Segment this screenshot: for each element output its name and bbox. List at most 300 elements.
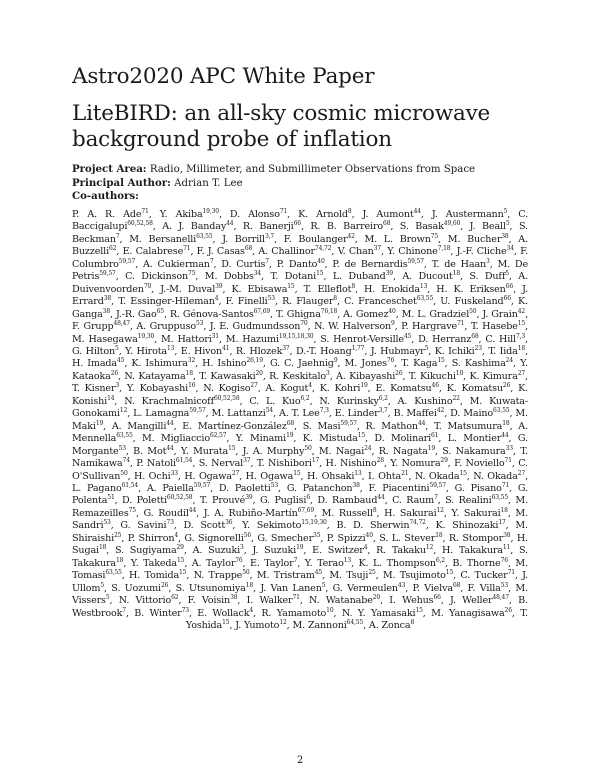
author-affiliation: 68 xyxy=(286,419,295,427)
author-affiliation: 19,30 xyxy=(137,332,155,340)
paper-title: LiteBIRD: an all-sky cosmic microwave background probe of inflation xyxy=(72,101,491,152)
author-name: K. Kohri xyxy=(319,383,361,395)
author-name: T. Yoshida xyxy=(185,607,528,631)
author-affiliation: 13 xyxy=(343,556,352,564)
author-entry xyxy=(112,421,174,432)
author-affiliation: 73 xyxy=(181,606,189,614)
author-name: M. Bersanelli xyxy=(129,233,197,245)
author-affiliation: 9 xyxy=(333,357,338,365)
author-name: R. Banerji xyxy=(242,221,294,233)
author-name: H. Sakurai xyxy=(384,507,437,519)
principal-author-line xyxy=(72,177,542,191)
author-affiliation: 12 xyxy=(279,618,287,626)
author-entry xyxy=(257,458,319,469)
author-affiliation: 38 xyxy=(103,295,112,303)
author-affiliation: 54 xyxy=(265,407,274,415)
author-affiliation: 33 xyxy=(170,469,178,477)
author-affiliation: 26 xyxy=(160,581,169,589)
author-entry xyxy=(320,383,368,394)
author-entry xyxy=(450,595,509,606)
author-affiliation: 62 xyxy=(109,245,117,253)
author-name: C. L. Kuo xyxy=(249,395,301,407)
author-entry xyxy=(400,221,460,232)
author-name: I. Walker xyxy=(246,595,293,607)
author-name: A. Gruppuso xyxy=(136,321,196,333)
author-affiliation: 28 xyxy=(376,457,384,465)
author-affiliation: 53 xyxy=(103,519,111,527)
author-entry xyxy=(197,246,253,257)
author-affiliation: 43 xyxy=(397,581,406,589)
author-affiliation: 59,57 xyxy=(99,270,116,278)
author-affiliation: 19,30 xyxy=(202,208,219,215)
author-affiliation: 45 xyxy=(314,569,323,577)
author-entry xyxy=(303,421,357,432)
author-affiliation: 6,2 xyxy=(435,556,445,564)
author-name: M. Vissers xyxy=(72,582,528,607)
author-name: K. Ichiki xyxy=(434,345,475,357)
author-affiliation: 62,57 xyxy=(209,432,227,440)
author-name: T. de Haan xyxy=(431,258,487,270)
author-affiliation: 7,3 xyxy=(319,407,329,415)
author-affiliation: 12 xyxy=(436,506,444,514)
author-affiliation: 10 xyxy=(455,369,464,377)
author-affiliation: 42 xyxy=(436,407,445,415)
author-name: Y. Nomura xyxy=(390,458,441,470)
author-affiliation: 21 xyxy=(401,469,409,477)
author-affiliation: 18 xyxy=(517,344,526,352)
author-entry xyxy=(136,458,192,469)
author-entry xyxy=(170,309,270,320)
author-name: G. Polenta xyxy=(72,482,528,507)
author-entry xyxy=(303,433,365,444)
author-affiliation: 5 xyxy=(105,594,110,602)
author-entry xyxy=(319,446,372,457)
author-entry xyxy=(364,284,427,295)
author-entry xyxy=(322,508,377,519)
author-affiliation: 18 xyxy=(185,369,193,377)
author-entry xyxy=(390,458,447,469)
author-entry xyxy=(471,321,525,332)
author-affiliation: 4 xyxy=(249,606,254,614)
author-name: Y. Takeda xyxy=(130,557,177,569)
author-affiliation: 24 xyxy=(364,444,372,452)
author-name: M. Tristram xyxy=(256,570,315,582)
author-affiliation: 19 xyxy=(286,432,294,440)
author-name: D. Rambaud xyxy=(317,495,378,507)
author-name: T. Prouvé xyxy=(199,495,246,507)
author-affiliation: 64,55 xyxy=(346,618,364,626)
author-name: Y. Minami xyxy=(235,433,287,445)
author-affiliation: 48,47 xyxy=(492,594,509,602)
author-entry xyxy=(72,358,124,369)
author-name: G. Vermeulen xyxy=(332,582,398,594)
author-entry xyxy=(72,334,154,345)
author-entry xyxy=(123,246,191,257)
author-name: L. Lamagna xyxy=(133,408,190,420)
author-name: A. Mennella xyxy=(72,420,528,445)
author-entry xyxy=(398,396,460,407)
author-name: E. Hivon xyxy=(180,345,223,357)
author-affiliation: 7 xyxy=(209,257,214,265)
author-name: M. Shiraishi xyxy=(72,520,528,544)
author-affiliation: 5 xyxy=(505,220,510,228)
author-name: S. L. Stever xyxy=(379,532,436,544)
author-affiliation: 38 xyxy=(230,594,238,602)
author-affiliation: 45 xyxy=(116,357,125,365)
author-name: L. Montier xyxy=(447,433,502,445)
author-entry xyxy=(394,408,445,419)
author-affiliation: 18 xyxy=(245,581,254,589)
author-affiliation: 65 xyxy=(156,307,164,315)
author-name: R. Nagata xyxy=(378,445,428,457)
author-affiliation: 15 xyxy=(316,270,324,278)
author-name: B. Maffei xyxy=(393,408,437,420)
author-entry xyxy=(131,558,185,569)
author-name: J. A. Murphy xyxy=(242,445,305,457)
author-affiliation: 66 xyxy=(503,295,511,303)
author-entry xyxy=(371,346,429,357)
author-entry xyxy=(434,421,510,432)
author-name: A. Zonca xyxy=(368,619,411,631)
author-entry xyxy=(473,471,525,482)
author-affiliation: 5 xyxy=(424,344,429,352)
author-entry xyxy=(336,371,403,382)
author-name: J. Beall xyxy=(469,221,506,233)
principal-author-label: Principal Author: xyxy=(72,176,171,189)
author-name: C. Baccigalupi xyxy=(72,209,528,233)
author-name: Y. Akiba xyxy=(159,209,203,220)
author-affiliation: 6 xyxy=(306,494,310,502)
author-affiliation: 27 xyxy=(250,382,258,390)
author-affiliation: 44 xyxy=(188,506,197,514)
author-name: R. Keskitalo xyxy=(269,370,327,382)
author-affiliation: 3 xyxy=(240,544,244,552)
author-name: F. Noviello xyxy=(454,458,505,470)
author-entry xyxy=(342,608,423,619)
author-entry xyxy=(181,346,230,357)
author-affiliation: 75 xyxy=(128,506,136,514)
author-name: K. Mistuda xyxy=(302,433,358,445)
author-entry xyxy=(460,570,515,581)
author-entry xyxy=(369,483,446,494)
author-affiliation: 50 xyxy=(242,569,250,577)
author-name: R. Yamamoto xyxy=(261,607,327,619)
author-entry xyxy=(181,446,236,457)
author-name: H. Ogawa xyxy=(245,470,294,482)
author-name: M. L. Gradziel xyxy=(401,308,470,320)
author-affiliation: 18 xyxy=(435,531,443,539)
author-name: G. Roudil xyxy=(143,507,189,519)
author-affiliation: 36 xyxy=(225,519,233,527)
author-affiliation: 20 xyxy=(255,369,263,377)
author-affiliation: 38 xyxy=(501,232,509,240)
author-affiliation: 67,69 xyxy=(253,307,271,315)
author-affiliation: 3,7 xyxy=(264,232,275,240)
author-affiliation: 46 xyxy=(431,382,439,390)
author-affiliation: 19,15,18,30 xyxy=(278,332,314,340)
author-entry xyxy=(449,533,511,544)
author-affiliation: 76,18 xyxy=(320,307,338,315)
author-affiliation: 3 xyxy=(486,257,490,265)
author-name: M. Hasegawa xyxy=(72,333,138,345)
author-affiliation: 71 xyxy=(457,320,465,328)
author-entry xyxy=(418,334,478,345)
author-affiliation: 41 xyxy=(222,344,230,352)
author-entry xyxy=(292,620,363,631)
author-entry xyxy=(485,334,525,345)
author-affiliation: 19 xyxy=(427,444,436,452)
author-affiliation: 74 xyxy=(122,457,130,465)
author-name: P. Natoli xyxy=(136,458,176,470)
author-entry xyxy=(470,221,510,232)
author-entry xyxy=(116,309,164,320)
author-name: S. Duff xyxy=(469,271,506,283)
author-affiliation: 29 xyxy=(440,457,448,465)
author-entry xyxy=(401,358,444,369)
author-affiliation: 66 xyxy=(433,594,441,602)
author-name: M. Maki xyxy=(72,408,528,432)
author-name: D. Poletti xyxy=(122,495,167,507)
author-entry xyxy=(257,570,322,581)
author-entry xyxy=(359,558,445,569)
author-entry xyxy=(266,383,312,394)
author-name: A. Kibayashi xyxy=(336,370,396,382)
author-affiliation: 5 xyxy=(115,344,119,352)
author-entry xyxy=(326,458,384,469)
author-name: M. Kuwata-Gonokami xyxy=(72,395,528,420)
author-name: Y. Hirota xyxy=(125,345,167,357)
author-name: M. L. Brown xyxy=(364,233,431,245)
project-area-line xyxy=(72,163,542,177)
author-name: P. A. R. Ade xyxy=(72,209,142,220)
author-entry xyxy=(72,321,130,332)
author-name: H. Ohsaki xyxy=(306,470,355,482)
author-name: S. Henrot-Versille xyxy=(320,333,404,345)
author-affiliation: 7 xyxy=(293,556,298,564)
coauthors-label: Co-authors: xyxy=(72,190,139,203)
author-name: B. Winter xyxy=(134,607,182,619)
author-affiliation: 8 xyxy=(347,208,352,215)
author-entry xyxy=(317,495,384,506)
author-entry xyxy=(442,545,510,556)
author-name: G. Pisano xyxy=(454,482,502,494)
author-entry xyxy=(131,358,195,369)
author-affiliation: 68 xyxy=(452,581,461,589)
author-affiliation: 19 xyxy=(360,382,368,390)
author-entry xyxy=(333,271,393,282)
author-affiliation: 44 xyxy=(226,220,234,228)
author-entry xyxy=(413,583,461,594)
author-affiliation: 76 xyxy=(500,556,508,564)
author-affiliation: 53 xyxy=(195,320,204,328)
author-affiliation: 18 xyxy=(452,270,460,278)
author-name: K. L. Thompson xyxy=(358,557,436,569)
author-name: S. Beckman xyxy=(72,221,528,245)
author-entry xyxy=(125,346,174,357)
author-entry xyxy=(243,221,301,232)
author-name: N. W. Halverson xyxy=(314,321,392,333)
author-name: T. Ghigna xyxy=(275,308,321,320)
author-entry xyxy=(469,371,525,382)
author-entry xyxy=(379,446,435,457)
author-name: N. Kogiso xyxy=(203,383,251,395)
author-affiliation: 33 xyxy=(505,444,513,452)
author-affiliation: 44 xyxy=(166,444,174,452)
author-affiliation: 8 xyxy=(410,618,415,626)
author-affiliation: 13 xyxy=(419,282,428,290)
author-name: S. Realini xyxy=(445,495,492,507)
author-name: K. Shinozaki xyxy=(435,520,499,532)
author-affiliation: 67,69 xyxy=(297,506,315,514)
author-affiliation: 8 xyxy=(372,506,377,514)
author-affiliation: 73 xyxy=(166,519,174,527)
author-entry xyxy=(111,583,168,594)
author-name: P. Vielva xyxy=(412,582,453,594)
author-entry xyxy=(221,259,269,270)
author-affiliation: 15 xyxy=(517,320,526,328)
author-name: L. Duband xyxy=(332,271,386,283)
author-name: H. Ishino xyxy=(202,358,247,370)
author-affiliation: 7,3 xyxy=(515,332,526,340)
author-entry xyxy=(455,483,510,494)
author-affiliation: 15,19,30 xyxy=(301,519,327,527)
author-affiliation: 26 xyxy=(110,369,119,377)
author-name: N. Krachmalnicoff xyxy=(124,395,214,407)
author-name: M. Dobbs xyxy=(204,271,254,283)
author-name: J.-R. Gao xyxy=(115,308,157,320)
author-affiliation: 25 xyxy=(114,531,122,539)
author-affiliation: 13 xyxy=(166,344,175,352)
author-name: F. J. Casas xyxy=(196,246,245,258)
author-entry xyxy=(134,608,189,619)
author-affiliation: 15 xyxy=(287,282,295,290)
author-affiliation: 15 xyxy=(228,444,236,452)
author-entry xyxy=(115,545,184,556)
author-name: A. Kogut xyxy=(265,383,309,395)
author-entry xyxy=(402,309,477,320)
author-affiliation: 40 xyxy=(388,307,396,315)
author-affiliation: 71 xyxy=(183,245,191,253)
author-affiliation: 4 xyxy=(174,531,179,539)
author-affiliation: 53 xyxy=(267,295,275,303)
author-entry xyxy=(212,408,274,419)
author-affiliation: 44 xyxy=(501,432,509,440)
author-affiliation: 18 xyxy=(500,506,508,514)
author-entry xyxy=(387,246,450,257)
author-entry xyxy=(269,371,330,382)
author-affiliation: 45 xyxy=(403,332,412,340)
author-name: B. Mot xyxy=(133,445,167,457)
author-affiliation: 68 xyxy=(244,245,253,253)
author-affiliation: 29 xyxy=(176,544,184,552)
author-entry xyxy=(258,246,331,257)
author-affiliation: 10 xyxy=(326,606,334,614)
author-affiliation: 14 xyxy=(107,394,115,402)
author-entry xyxy=(118,296,218,307)
author-name: N. Okada xyxy=(473,470,518,482)
author-name: T. Iida xyxy=(488,345,518,357)
author-affiliation: 7 xyxy=(115,232,120,240)
author-name: J. A. Rubiño-Martín xyxy=(203,507,298,519)
author-name: K. Arnold xyxy=(298,209,348,220)
author-name: J. Yumoto xyxy=(235,619,280,631)
author-entry xyxy=(182,421,294,432)
author-name: S. Uozumi xyxy=(111,582,161,594)
author-affiliation: 17 xyxy=(498,519,506,527)
author-name: F. Columbro xyxy=(72,246,528,270)
author-name: R. Génova-Santos xyxy=(169,308,254,320)
author-name: N. Okada xyxy=(414,470,460,482)
author-affiliation: 50 xyxy=(469,307,477,315)
author-entry xyxy=(450,408,509,419)
author-name: S. Takakura xyxy=(72,545,528,569)
author-entry xyxy=(246,471,301,482)
author-entry xyxy=(327,533,373,544)
author-entry xyxy=(147,483,210,494)
author-entry xyxy=(72,383,119,394)
author-affiliation: 50 xyxy=(120,469,128,477)
author-name: H. Tomida xyxy=(129,570,180,582)
author-entry xyxy=(270,358,338,369)
author-affiliation: 75 xyxy=(430,232,439,240)
author-name: D. Paoletti xyxy=(218,482,271,494)
author-entry xyxy=(192,558,243,569)
author-entry xyxy=(436,284,513,295)
author-name: H. Ogawa xyxy=(184,470,232,482)
author-entry xyxy=(383,570,453,581)
author-entry xyxy=(134,471,178,482)
author-entry xyxy=(230,209,287,220)
author-affiliation: 44 xyxy=(417,419,426,427)
author-name: J. Suzuki xyxy=(252,545,297,557)
author-affiliation: 39 xyxy=(215,282,223,290)
author-name: E. Wollack xyxy=(197,607,250,619)
author-entry xyxy=(384,508,444,519)
author-entry xyxy=(329,570,375,581)
author-name: R. Stompor xyxy=(448,532,504,544)
author-entry xyxy=(160,284,222,295)
author-affiliation: 38 xyxy=(102,307,111,315)
author-affiliation: 61 xyxy=(431,432,439,440)
author-affiliation: 13 xyxy=(354,469,362,477)
author-name: M. Sandri xyxy=(72,507,528,532)
author-entry xyxy=(235,620,286,631)
author-name: N. Y. Yamasaki xyxy=(341,607,416,619)
author-name: R. B. Barreiro xyxy=(310,221,384,233)
author-name: P. Danto xyxy=(276,258,318,270)
author-affiliation: 34 xyxy=(253,270,262,278)
author-name: M. Tsujimoto xyxy=(382,570,446,582)
author-name: F. Grupp xyxy=(72,321,114,333)
author-name: P. Hargrave xyxy=(401,321,458,333)
author-entry xyxy=(432,259,490,270)
author-entry xyxy=(401,321,464,332)
author-affiliation: 27 xyxy=(517,369,526,377)
author-name: J. Austermann xyxy=(431,209,504,220)
author-entry xyxy=(296,346,364,357)
author-name: T. Nishibori xyxy=(256,458,312,470)
author-entry xyxy=(232,284,295,295)
author-affiliation: 68 xyxy=(383,220,391,228)
author-affiliation: 5 xyxy=(321,581,326,589)
author-affiliation: 34 xyxy=(506,245,514,253)
author-entry xyxy=(452,358,513,369)
author-affiliation: 5 xyxy=(503,208,508,215)
author-affiliation: 38 xyxy=(503,531,511,539)
author-name: R. Hlozek xyxy=(235,345,283,357)
author-affiliation: 3 xyxy=(326,369,330,377)
author-entry xyxy=(338,246,381,257)
